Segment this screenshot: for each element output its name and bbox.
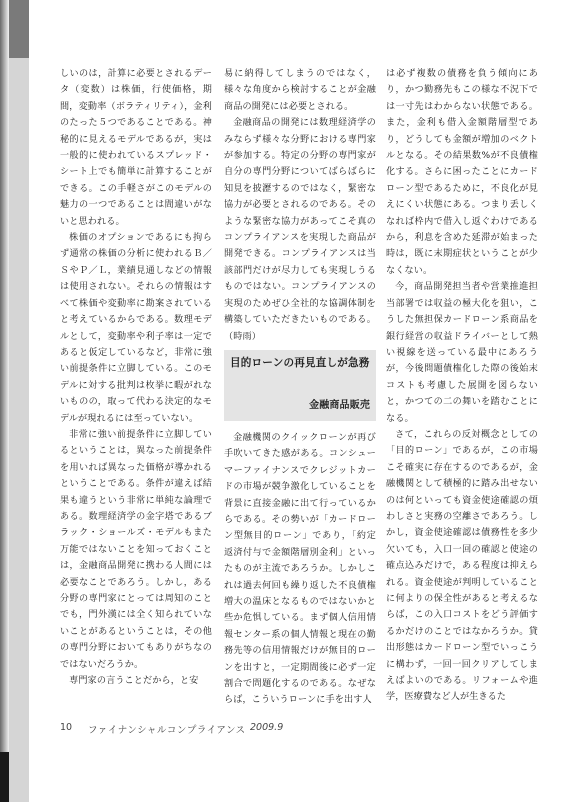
scan-edge (0, 0, 9, 802)
paragraph: しいのは，計算に必要とされるデータ（変数）は株価，行使価格，期間，変動率（ボラティリティ），金利のたった５つであることである。神秘的に見えるモデルであるが，実は一般的に使われているスプレッド・シート上でも簡単に計算することができる。この手軽さがこのモデルの魅力の一つであることは間違いがないと思われる。 (60, 69, 212, 227)
scan-corner-shadow (0, 752, 9, 802)
section-heading-box (224, 350, 376, 421)
page-number: 10 (60, 722, 73, 733)
section-title: 目的ローンの再見直しが急務 (230, 356, 370, 369)
issue-date: 2009.9 (250, 722, 284, 733)
paragraph: 株価のオプションであるにも拘らず通常の株価の分析に使われるＢ／ＳやＰ／Ｌ，業績見通しなどの情報は使用されない。それらの情報はすべて株価や変動率に勘案されていると考えているからである。数理モデルとして，変動率や利子率は一定であると仮定しているなど，非常に強い前提条件に立脚している。このモデルに対する批判は枚挙に暇がれないものの，取って代わる決定的なモデルが現れるには至っていない。 (60, 233, 212, 424)
text-column-3 (386, 66, 538, 706)
paragraph: さて，これらの反対概念としての「目的ローン」であるが，この市場こそ確実に存在するのであるが，金融機関として積極的に踏み出せないのは何といっても資金使途確認の煩わしさと実務の空離さであろう。しかし，資金使途確認は債務性を多少欠いても，入口一回の確認と使途の確点込みだけで，ある程度は抑えられる。資金使途が判明していることに何よりの保全性があると考えるならば，この入口コストをどう評価するかだけのことではなかろうか。貸出形態はカードローン型でいっこうに構わず，一回一回クリアしてしまえばよいのである。リフォームや進学，医療費など人が生きるた (386, 429, 538, 703)
side-strip-mark (9, 0, 29, 58)
paragraph: 金融機関のクイックローンが再び手吹いてきた感がある。コンシューマーファイナンスでクレジットカードの市場が競争激化していることを背景に直接金融に出て行っているからである。その勢いが「カードローン型無目的ローン」であり，「約定返済付与で金額階層別金利」といったものが主流であろうか。しかしこれは過去何回も繰り返した不良債権増大の温床となるものではないかと些か危惧している。まず個人信用情報センター系の個人情報と現在の勤務先等の信用情報だけが無目的ローンを出すと，一定期間後に必ず一定割合で問題化するのである。なぜならば，こういうローンに手を出す人 (224, 432, 376, 706)
paragraph: 非常に強い前提条件に立脚しているということは，異なった前提条件を用いれば異なった価格が導かれるということである。条件が違えば結果も違うという非常に単純な論理である。数理経済学の金字塔であるブラック・ショールズ・モデルもまた万能ではないことを知っておくことは，金融商品開発に携わる人間には必要なことであろう。しかし，ある分野の専門家にとっては周知のことでも，門外漢には全く知られていないことがあるということは，その他の専門分野においてもありがちなのではないだろうか。 (60, 429, 212, 670)
text-column-2 (224, 66, 376, 709)
paragraph: 専門家の言うことだから，と安 (69, 676, 199, 687)
page-side-strip (9, 0, 29, 802)
section-category: 金融商品販売 (309, 399, 370, 411)
paragraph: 金融商品の開発には数理経済学のみならず様々な分野における専門家が参加する。特定の分野の専門家が自分の専門分野についてばらばらに知見を披瀝するのではなく，緊密な協力が必要とされるのである。そのような緊密な協力があってこそ真のコンプライアンスを実現した商品が開発できる。コンプライアンスは当該部門だけが尽力しても実現しうるものではない。コンプライアンスの実現のためぜひ全社的な協調体制を構築していただきたいものである。（時雨） (224, 118, 376, 342)
paragraph: 易に納得してしまうのではなく，様々な角度から検討することが金融商品の開発には必要とされる。 (224, 69, 376, 112)
text-column-1 (60, 66, 212, 689)
magazine-title: ファイナンシャルコンプライアンス (88, 725, 246, 736)
paragraph: は必ず複数の債務を負う傾向にあり，かつ勤務先もこの様な不況下では一寸先はわからない状態である。また，金利も借入金額階層型であり，どうしても金額が増加のベクトルとなる。その結果数%が不良債権化する。さらに困ったことにカードローン型であるために，不良化が見えにくい状態にある。つまり丢しくなれば枠内で借入し返ぐわけであるから，利息を含めた延滞が始まった時は，既に末期症状ということが少なくない。 (386, 69, 538, 276)
paragraph: 今，商品開発担当者や営業推進担当部署では収益の極大化を狙い，こうした無担保カードローン系商品を銀行経営の収益ドライバーとして熱い視線を送っている最中にあろうが，今後問題債権化した際の後始末コストも考慮した展開を図らないと，かつての二の舞いを踏むことになる。 (386, 282, 538, 424)
